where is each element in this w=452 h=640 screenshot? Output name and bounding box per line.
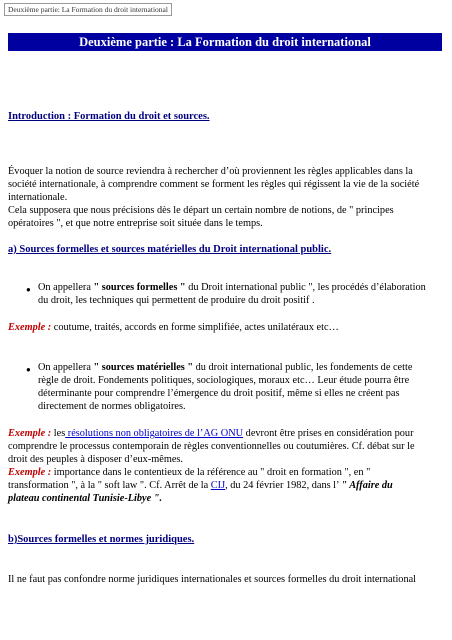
intro-heading: Introduction : Formation du droit et sources. [8,111,210,122]
example-line: Exemple : importance dans le contentieux de la référence au " droit en formation ", en " [8,467,371,478]
intro-line: opératoires ", et que notre entreprise soit située dans le temps. [8,218,263,229]
bullet-line: du droit, les techniques qui permettent de produire du droit positif . [38,295,315,306]
intro-line: Cela supposera que nous précisions dès le départ un certain nombre de notions, de " principes [8,205,394,216]
closing-line: Il ne faut pas confondre norme juridiques internationales et sources formelles du droit international [8,574,417,585]
bullet-line: déterminante pour comprendre l’émergence du droit positif, même si elles ne créent pas [38,388,400,399]
section-b-heading: b)Sources formelles et normes juridiques. [8,534,195,545]
bullet-line: règle de droit. Fondements politiques, sociologiques, moraux etc… Leur étude pourra être [38,375,410,386]
link-cij[interactable]: CIJ [210,480,226,491]
example-line: droit des peuples à disposer d’eux-mêmes. [8,454,184,465]
bullet-line: On appellera " sources formelles " du Droit international public ", les procédés d’élaboration [38,282,426,293]
example-line: plateau continental Tunisie-Libye ". [8,493,163,504]
example-line: transformation ", à la " soft law ". Cf. Arrêt de la CIJ, du 24 février 1982, dans l’ " Affaire du [8,480,393,491]
page-header-title: Deuxième partie: La Formation du droit international [4,3,172,16]
example-line: comprendre le processus contemporain de règles conventionnelles ou coutumières. Cf. débat sur le [8,441,415,452]
bullet-line: On appellera " sources matérielles " du droit international public, les fondements de cette [38,362,413,373]
bullet-line: directement de normes obligatoires. [38,401,186,412]
bullet-icon: ● [26,285,31,294]
example-label: Exemple : [8,467,52,478]
intro-line: société internationale, à comprendre comment se forment les règles qui régissent la vie de la société [8,179,420,190]
example-label: Exemple : [8,428,52,439]
section-a-heading: a) Sources formelles et sources matérielles du Droit international public. [8,244,332,255]
section-title-banner: Deuxième partie : La Formation du droit international [8,33,442,51]
intro-line: Évoquer la notion de source reviendra à rechercher d’où proviennent les règles applicables dans la [8,166,413,177]
bullet-icon: ● [26,365,31,374]
intro-line: internationale. [8,192,68,203]
example-line: Exemple : coutume, traités, accords en forme simplifiée, actes unilatéraux etc… [8,322,339,333]
example-label: Exemple : [8,322,52,333]
example-line: Exemple : les résolutions non obligatoires de l’AG ONU devront être prises en considération pour [8,428,414,439]
link-resolutions-ag-onu[interactable]: résolutions non obligatoires de l’AG ONU [65,428,244,439]
